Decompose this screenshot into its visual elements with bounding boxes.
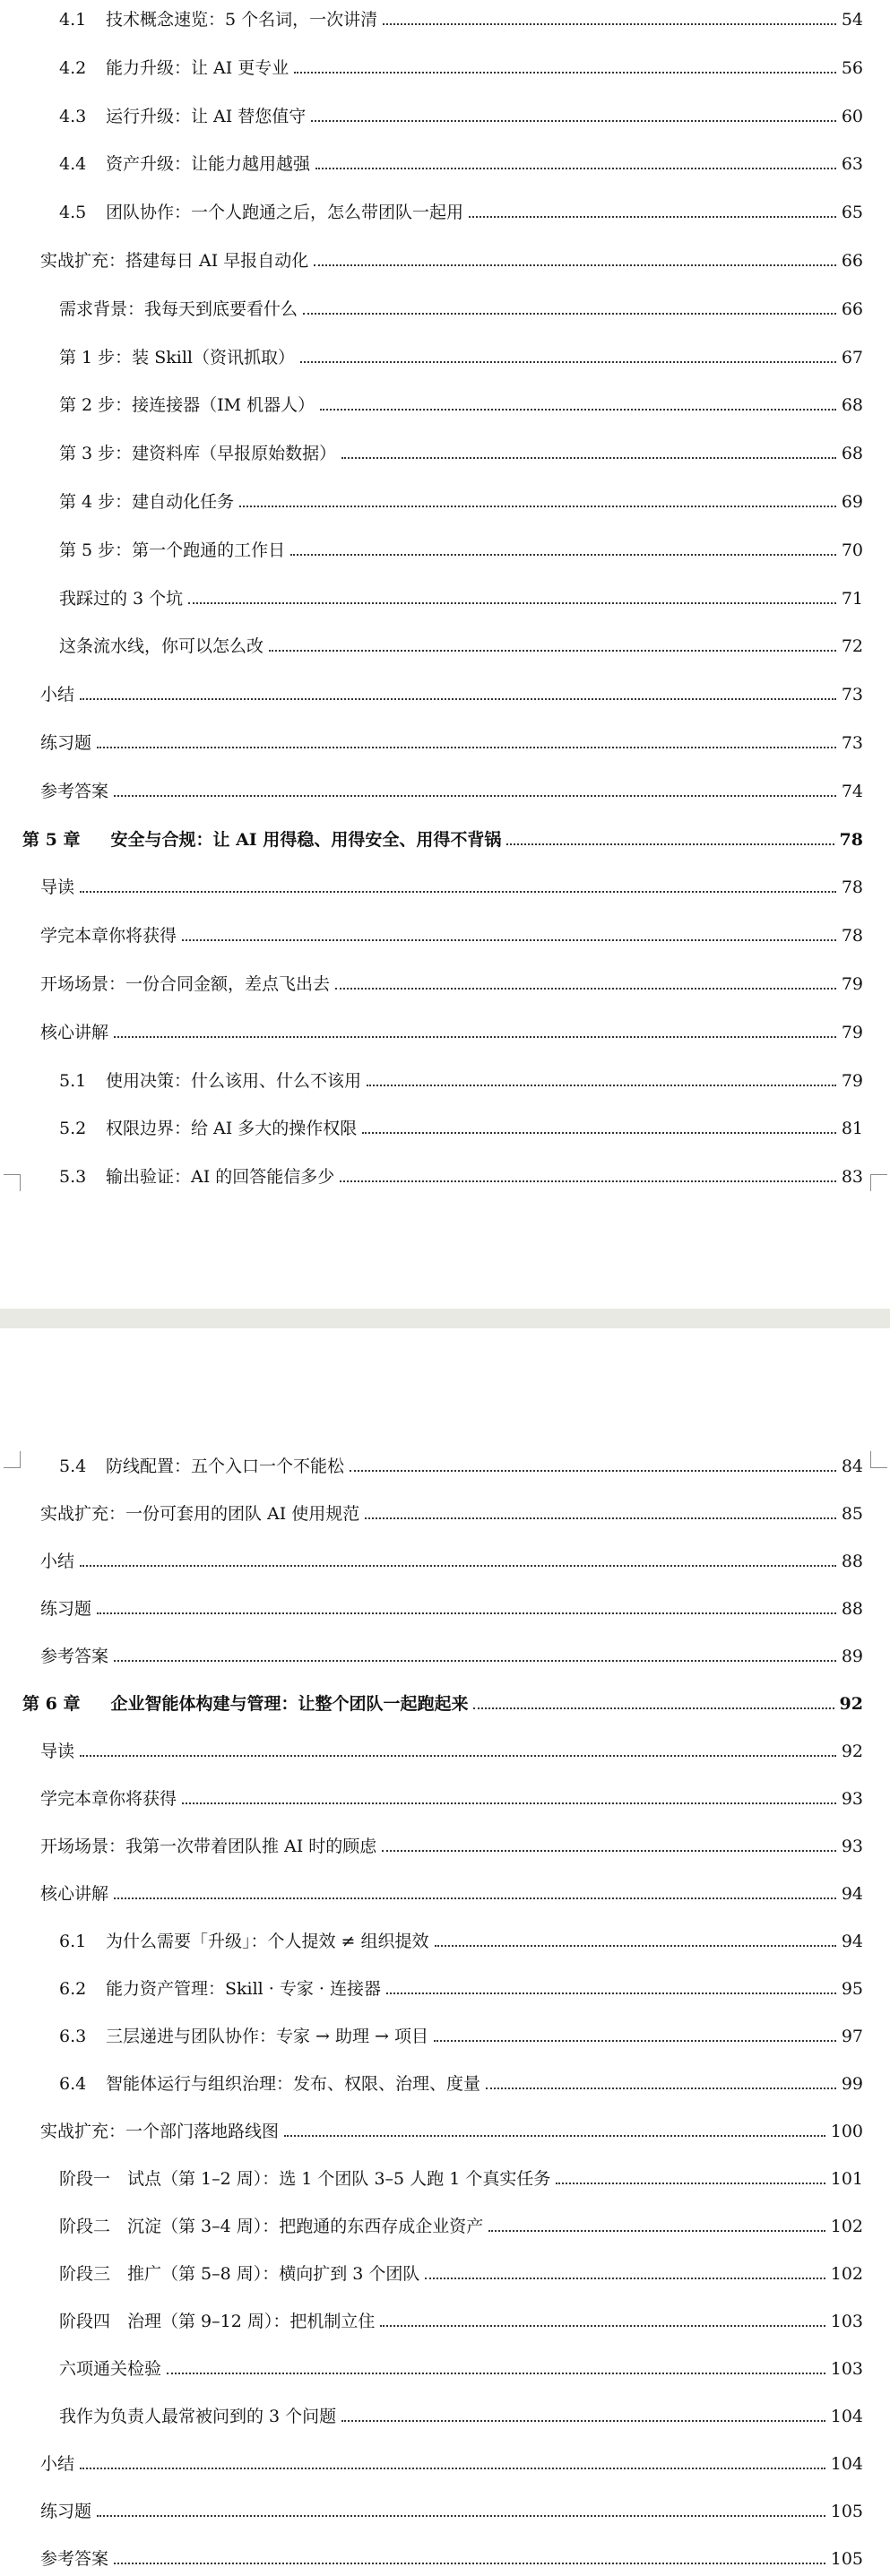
toc-entry-title: 练习题 bbox=[40, 2502, 92, 2521]
toc-entry-title: 防线配置：五个入口一个不能松 bbox=[106, 1457, 345, 1476]
toc-dot-leader bbox=[335, 988, 836, 990]
toc-entry[interactable] bbox=[59, 1928, 863, 1955]
toc-entry[interactable] bbox=[40, 922, 863, 949]
toc-page-number: 84 bbox=[841, 1457, 863, 1476]
toc-entry-title: 团队协作：一个人跑通之后，怎么带团队一起用 bbox=[106, 203, 464, 223]
toc-entry-number: 6.3 bbox=[59, 2027, 87, 2046]
toc-page-number: 56 bbox=[841, 57, 863, 78]
toc-entry-title: 安全与合规：让 AI 用得稳、用得安全、用得不背锅 bbox=[110, 829, 502, 850]
toc-entry[interactable] bbox=[59, 55, 863, 82]
toc-page-number: 63 bbox=[841, 154, 863, 175]
toc-entry-title: 实战扩充：一个部门落地路线图 bbox=[40, 2122, 280, 2141]
toc-entry-title: 参考答案 bbox=[40, 781, 109, 801]
toc-page-number: 99 bbox=[841, 2074, 863, 2094]
toc-entry[interactable] bbox=[59, 2023, 863, 2050]
toc-entry[interactable] bbox=[59, 537, 863, 564]
toc-page-number: 105 bbox=[830, 2549, 863, 2569]
toc-page-number: 93 bbox=[841, 1837, 863, 1856]
toc-entry[interactable] bbox=[40, 2118, 863, 2145]
toc-dot-leader bbox=[114, 795, 836, 797]
toc-page-number: 104 bbox=[830, 2407, 863, 2426]
toc-entry[interactable] bbox=[40, 1833, 863, 1860]
toc-entry-number: 5.2 bbox=[59, 1119, 87, 1139]
toc-dot-leader bbox=[269, 650, 836, 652]
toc-entry-title: 参考答案 bbox=[40, 1647, 109, 1666]
toc-entry[interactable] bbox=[40, 1880, 863, 1907]
toc-page-number: 65 bbox=[841, 203, 863, 223]
toc-page-number: 85 bbox=[841, 1504, 863, 1524]
toc-page-number: 60 bbox=[841, 106, 863, 126]
toc-entry-title: 小结 bbox=[40, 1552, 75, 1571]
toc-dot-leader bbox=[182, 1802, 836, 1804]
toc-entry[interactable] bbox=[59, 2165, 863, 2192]
toc-dot-leader bbox=[365, 1517, 836, 1519]
toc-page-number: 102 bbox=[830, 2217, 863, 2236]
toc-dot-leader bbox=[114, 1897, 836, 1899]
toc-entry-title: 第 3 步：建资料库（早报原始数据） bbox=[59, 444, 337, 464]
toc-entry-number: 第 5 章 bbox=[22, 829, 81, 850]
toc-dot-leader bbox=[341, 457, 836, 459]
toc-page-number: 66 bbox=[841, 298, 863, 319]
toc-dot-leader bbox=[303, 313, 836, 315]
toc-page-number: 103 bbox=[830, 2359, 863, 2379]
toc-dot-leader bbox=[386, 1993, 836, 1994]
toc-entry-number: 4.3 bbox=[59, 106, 87, 126]
toc-entry-title: 学完本章你将获得 bbox=[40, 1789, 177, 1809]
toc-entry-title: 练习题 bbox=[40, 1599, 92, 1619]
toc-dot-leader bbox=[341, 2420, 825, 2422]
toc-entry-title: 核心讲解 bbox=[40, 1022, 109, 1042]
toc-dot-leader bbox=[311, 120, 836, 122]
toc-dot-leader bbox=[114, 1036, 836, 1038]
toc-entry[interactable] bbox=[40, 1500, 863, 1527]
toc-page-number: 83 bbox=[841, 1167, 863, 1188]
toc-entry[interactable] bbox=[40, 681, 863, 708]
toc-dot-leader bbox=[80, 1755, 836, 1757]
toc-page-number: 78 bbox=[839, 829, 863, 850]
toc-page-number: 104 bbox=[830, 2454, 863, 2474]
toc-entry[interactable] bbox=[59, 633, 863, 660]
toc-page-number: 79 bbox=[841, 974, 863, 994]
toc-page-number: 88 bbox=[841, 1599, 863, 1619]
toc-entry[interactable] bbox=[40, 2498, 863, 2525]
toc-entry[interactable] bbox=[40, 874, 863, 901]
toc-entry-title: 六项通关检验 bbox=[59, 2359, 162, 2379]
toc-entry[interactable] bbox=[59, 2260, 863, 2287]
toc-dot-leader bbox=[80, 698, 836, 700]
toc-entry[interactable] bbox=[59, 2403, 863, 2430]
toc-entry-number: 6.4 bbox=[59, 2074, 87, 2094]
toc-page-number: 95 bbox=[841, 1979, 863, 1999]
toc-dot-leader bbox=[284, 2135, 825, 2137]
toc-entry-title: 阶段四 治理（第 9–12 周）：把机制立住 bbox=[59, 2312, 376, 2331]
toc-page-number: 101 bbox=[830, 2169, 863, 2189]
toc-entry[interactable] bbox=[40, 971, 863, 998]
toc-page-number: 73 bbox=[841, 733, 863, 753]
toc-entry[interactable] bbox=[59, 1163, 863, 1190]
toc-dot-leader bbox=[435, 1945, 836, 1947]
toc-entry-title: 第 2 步：接连接器（IM 机器人） bbox=[59, 395, 315, 416]
page-corner-mark bbox=[4, 1174, 21, 1191]
toc-entry[interactable] bbox=[40, 1785, 863, 1812]
toc-page-number: 105 bbox=[830, 2502, 863, 2521]
toc-dot-leader bbox=[188, 602, 836, 604]
toc-entry-title: 阶段三 推广（第 5–8 周）：横向扩到 3 个团队 bbox=[59, 2264, 420, 2284]
toc-dot-leader bbox=[315, 168, 836, 169]
toc-dot-leader bbox=[425, 2278, 825, 2279]
toc-entry-number: 第 6 章 bbox=[22, 1694, 81, 1714]
toc-dot-leader bbox=[294, 72, 836, 73]
toc-entry-title: 实战扩充：搭建每日 AI 早报自动化 bbox=[40, 251, 309, 271]
toc-entry-title: 这条流水线，你可以怎么改 bbox=[59, 636, 264, 657]
toc-entry-title: 练习题 bbox=[40, 733, 92, 753]
toc-entry[interactable] bbox=[40, 247, 863, 274]
toc-entry[interactable] bbox=[59, 199, 863, 226]
toc-page-number: 100 bbox=[830, 2122, 863, 2141]
toc-entry-title: 小结 bbox=[40, 2454, 75, 2474]
toc-entry-title: 需求背景：我每天到底要看什么 bbox=[59, 298, 298, 319]
toc-entry-title: 核心讲解 bbox=[40, 1884, 109, 1904]
toc-dot-leader bbox=[556, 2183, 825, 2184]
toc-entry-title: 第 4 步：建自动化任务 bbox=[59, 492, 235, 512]
toc-dot-leader bbox=[80, 891, 836, 893]
toc-dot-leader bbox=[97, 1612, 836, 1614]
toc-entry-title: 智能体运行与组织治理：发布、权限、治理、度量 bbox=[106, 2074, 481, 2094]
toc-dot-leader bbox=[114, 2563, 825, 2564]
toc-chapter-entry[interactable] bbox=[22, 1690, 863, 1717]
toc-entry-number: 4.2 bbox=[59, 57, 87, 78]
toc-dot-leader bbox=[300, 361, 836, 363]
toc-entry-number: 6.2 bbox=[59, 1979, 87, 1999]
toc-entry-title: 权限边界：给 AI 多大的操作权限 bbox=[106, 1119, 358, 1139]
toc-entry-title: 企业智能体构建与管理：让整个团队一起跑起来 bbox=[110, 1694, 469, 1714]
page-separator bbox=[0, 1298, 890, 1450]
toc-entry-title: 第 1 步：装 Skill（资讯抓取） bbox=[59, 347, 295, 367]
toc-entry-title: 参考答案 bbox=[40, 2549, 109, 2569]
page-corner-mark bbox=[4, 1451, 21, 1468]
toc-entry-title: 技术概念速览：5 个名词，一次讲清 bbox=[106, 10, 378, 30]
toc-page-number: 66 bbox=[841, 251, 863, 271]
toc-entry-title: 导读 bbox=[40, 1742, 75, 1761]
toc-entry[interactable] bbox=[59, 103, 863, 130]
toc-dot-leader bbox=[182, 939, 836, 941]
toc-entry-title: 小结 bbox=[40, 685, 75, 705]
toc-entry[interactable] bbox=[40, 1548, 863, 1575]
toc-page-number: 81 bbox=[841, 1119, 863, 1139]
toc-page-number: 97 bbox=[841, 2027, 863, 2046]
toc-entry[interactable] bbox=[40, 1595, 863, 1622]
toc-entry-title: 阶段二 沉淀（第 3–4 周）：把跑通的东西存成企业资产 bbox=[59, 2217, 484, 2236]
toc-dot-leader bbox=[434, 2040, 836, 2042]
toc-entry-number: 4.4 bbox=[59, 154, 87, 175]
toc-page-number: 78 bbox=[841, 926, 863, 947]
toc-dot-leader bbox=[114, 1660, 836, 1662]
toc-dot-leader bbox=[486, 2088, 836, 2089]
toc-entry[interactable] bbox=[59, 2308, 863, 2335]
toc-dot-leader bbox=[239, 506, 836, 507]
toc-entry[interactable] bbox=[59, 1975, 863, 2002]
toc-page-number: 72 bbox=[841, 636, 863, 657]
toc-page-number: 89 bbox=[841, 1647, 863, 1666]
toc-entry[interactable] bbox=[59, 2070, 863, 2097]
toc-entry-number: 5.4 bbox=[59, 1457, 87, 1476]
toc-entry-number: 4.1 bbox=[59, 10, 87, 30]
toc-page-number: 74 bbox=[841, 781, 863, 801]
toc-page-number: 93 bbox=[841, 1789, 863, 1809]
toc-entry-title: 资产升级：让能力越用越强 bbox=[106, 154, 311, 175]
toc-entry-title: 运行升级：让 AI 替您值守 bbox=[106, 106, 307, 126]
toc-page-number: 92 bbox=[841, 1742, 863, 1761]
toc-entry-number: 4.5 bbox=[59, 203, 87, 223]
toc-entry-title: 阶段一 试点（第 1–2 周）：选 1 个团队 3–5 人跑 1 个真实任务 bbox=[59, 2169, 551, 2189]
toc-page-number: 79 bbox=[841, 1022, 863, 1042]
document-page-2 bbox=[0, 1450, 890, 2576]
toc-entry[interactable] bbox=[59, 585, 863, 612]
toc-entry[interactable] bbox=[59, 344, 863, 371]
toc-entry[interactable] bbox=[59, 1453, 863, 1480]
toc-entry-title: 为什么需要「升级」：个人提效 ≠ 组织提效 bbox=[106, 1932, 429, 1951]
toc-entry[interactable] bbox=[59, 1115, 863, 1142]
toc-entry-number: 5.1 bbox=[59, 1070, 87, 1091]
toc-page-number: 71 bbox=[841, 588, 863, 609]
toc-entry-title: 输出验证：AI 的回答能信多少 bbox=[106, 1167, 335, 1188]
toc-entry-title: 三层递进与团队协作：专家 → 助理 → 项目 bbox=[106, 2027, 428, 2046]
toc-entry[interactable] bbox=[40, 778, 863, 805]
toc-dot-leader bbox=[320, 409, 836, 411]
toc-entry-number: 5.3 bbox=[59, 1167, 87, 1188]
toc-page-number: 94 bbox=[841, 1932, 863, 1951]
toc-dot-leader bbox=[97, 2515, 825, 2517]
toc-page-number: 67 bbox=[841, 347, 863, 367]
toc-entry[interactable] bbox=[59, 6, 863, 33]
toc-dot-leader bbox=[167, 2373, 825, 2374]
toc-entry[interactable] bbox=[40, 1019, 863, 1046]
toc-entry-title: 开场场景：一份合同金额，差点飞出去 bbox=[40, 974, 331, 994]
toc-entry-title: 我作为负责人最常被问到的 3 个问题 bbox=[59, 2407, 337, 2426]
toc-entry-title: 能力资产管理：Skill · 专家 · 连接器 bbox=[106, 1979, 381, 1999]
toc-page-number: 68 bbox=[841, 395, 863, 416]
toc-dot-leader bbox=[97, 747, 836, 748]
toc-dot-leader bbox=[367, 1085, 836, 1086]
toc-page-number: 88 bbox=[841, 1552, 863, 1571]
toc-page-number: 78 bbox=[841, 877, 863, 898]
toc-dot-leader bbox=[383, 23, 836, 25]
toc-page-number: 73 bbox=[841, 685, 863, 705]
toc-dot-leader bbox=[473, 1707, 834, 1709]
toc-dot-leader bbox=[340, 1180, 836, 1182]
toc-entry[interactable] bbox=[40, 730, 863, 756]
toc-dot-leader bbox=[80, 2468, 825, 2469]
toc-page-number: 92 bbox=[839, 1694, 863, 1714]
toc-page-number: 69 bbox=[841, 492, 863, 512]
toc-dot-leader bbox=[362, 1132, 836, 1134]
toc-chapter-entry[interactable] bbox=[22, 826, 863, 853]
toc-dot-leader bbox=[380, 2325, 825, 2327]
toc-dot-leader bbox=[488, 2230, 825, 2232]
toc-dot-leader bbox=[469, 216, 836, 218]
toc-entry-title: 导读 bbox=[40, 877, 75, 898]
toc-dot-leader bbox=[350, 1470, 836, 1472]
toc-entry-title: 我踩过的 3 个坑 bbox=[59, 588, 184, 609]
toc-entry-title: 开场场景：我第一次带着团队推 AI 时的顾虑 bbox=[40, 1837, 377, 1856]
toc-entry[interactable] bbox=[59, 296, 863, 323]
toc-entry-title: 能力升级：让 AI 更专业 bbox=[106, 57, 289, 78]
toc-page-number: 68 bbox=[841, 444, 863, 464]
toc-entry-title: 第 5 步：第一个跑通的工作日 bbox=[59, 540, 286, 560]
toc-entry[interactable] bbox=[59, 488, 863, 515]
toc-entry[interactable] bbox=[59, 1068, 863, 1094]
toc-dot-leader bbox=[80, 1565, 836, 1567]
toc-page-number: 102 bbox=[830, 2264, 863, 2284]
toc-entry-title: 学完本章你将获得 bbox=[40, 926, 177, 947]
toc-entry-title: 使用决策：什么该用、什么不该用 bbox=[106, 1070, 362, 1091]
toc-entry-number: 6.1 bbox=[59, 1932, 87, 1951]
toc-entry[interactable] bbox=[40, 1738, 863, 1765]
toc-page-number: 70 bbox=[841, 540, 863, 560]
toc-page-number: 54 bbox=[841, 10, 863, 30]
toc-entry[interactable] bbox=[59, 440, 863, 467]
toc-entry[interactable] bbox=[59, 2213, 863, 2240]
toc-entry[interactable] bbox=[40, 1643, 863, 1670]
toc-page-number: 103 bbox=[830, 2312, 863, 2331]
toc-page-number: 94 bbox=[841, 1884, 863, 1904]
toc-dot-leader bbox=[314, 264, 836, 266]
toc-entry[interactable] bbox=[59, 2356, 863, 2382]
toc-entry[interactable] bbox=[59, 151, 863, 177]
toc-page-number: 79 bbox=[841, 1070, 863, 1091]
page-corner-mark bbox=[870, 1174, 887, 1191]
toc-entry[interactable] bbox=[59, 392, 863, 419]
toc-dot-leader bbox=[506, 843, 834, 845]
toc-entry[interactable] bbox=[40, 2451, 863, 2477]
toc-dot-leader bbox=[290, 554, 836, 556]
toc-dot-leader bbox=[382, 1850, 836, 1852]
toc-entry[interactable] bbox=[40, 2546, 863, 2572]
page-corner-mark bbox=[870, 1451, 887, 1468]
toc-entry-title: 实战扩充：一份可套用的团队 AI 使用规范 bbox=[40, 1504, 360, 1524]
